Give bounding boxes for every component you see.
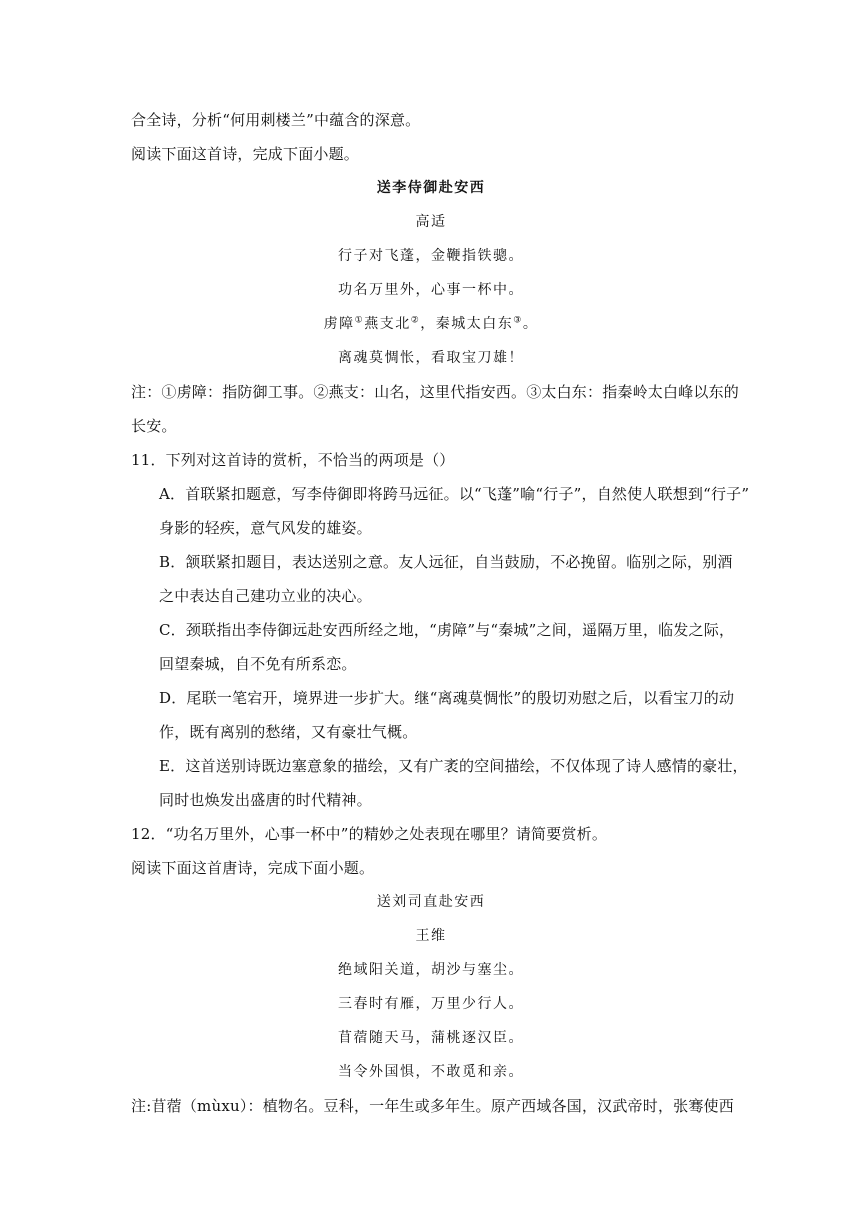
poem1-author: 高适 bbox=[415, 214, 447, 230]
poem1-line-3-part-c: ，秦城太白东 bbox=[420, 316, 514, 332]
poem2-title: 送刘司直赴安西 bbox=[376, 894, 486, 910]
intro-line-1: 合全诗，分析“何用刺楼兰”中蕴含的深意。 bbox=[131, 111, 421, 129]
option-e-line-1: E．这首送别诗既边塞意象的描绘，又有广袤的空间描绘，不仅体现了诗人感情的豪壮， bbox=[159, 757, 748, 775]
poem1-line-4: 离魂莫惆怅，看取宝刀雄！ bbox=[338, 350, 524, 366]
poem1-line-3-part-b: 燕支北 bbox=[364, 316, 411, 332]
poem1-title: 送李侍御赴安西 bbox=[376, 180, 486, 196]
option-b-line-2: 之中表达自己建功立业的决心。 bbox=[159, 587, 372, 605]
option-c-line-2: 回望秦城，自不免有所系恋。 bbox=[159, 655, 357, 673]
footnote-mark-3: ③ bbox=[513, 315, 523, 326]
note1-line-2: 长安。 bbox=[131, 417, 177, 435]
option-e-line-2: 同时也焕发出盛唐的时代精神。 bbox=[159, 791, 372, 809]
poem2-line-3: 苜蓿随天马，蒲桃逐汉臣。 bbox=[338, 1030, 524, 1046]
poem1-line-3 bbox=[131, 307, 731, 341]
option-d-line-2: 作，既有离别的愁绪，又有豪壮气概。 bbox=[159, 723, 418, 741]
poem1-line-3-part-a: 虏障 bbox=[323, 316, 355, 332]
option-c-line-1: C．颈联指出李侍御远赴安西所经之地，“虏障”与“秦城”之间，遥隔万里，临发之际， bbox=[159, 621, 735, 639]
option-a-line-1: A．首联紧扣题意，写李侍御即将跨马远征。以“飞蓬”喻“行子”，自然使人联想到“行子” bbox=[159, 485, 750, 503]
note2-line-1: 注:苜蓿（mùxu）：植物名。豆科，一年生或多年生。原产西域各国，汉武帝时，张骞使西 bbox=[131, 1097, 734, 1115]
poem2-line-2: 三春时有雁，万里少行人。 bbox=[338, 996, 524, 1012]
footnote-mark-1: ① bbox=[354, 315, 365, 326]
footnote-mark-2: ② bbox=[410, 315, 421, 326]
poem2-line-4: 当令外国惧，不敢觅和亲。 bbox=[338, 1064, 524, 1080]
option-b-line-1: B．颔联紧扣题目，表达送别之意。友人远征，自当鼓励，不必挽留。临别之际，别酒 bbox=[159, 553, 733, 571]
poem1-line-1: 行子对飞蓬，金鞭指铁骢。 bbox=[338, 248, 524, 264]
intro-line-2: 阅读下面这首诗，完成下面小题。 bbox=[131, 145, 360, 163]
question-11-stem: 11．下列对这首诗的赏析，不恰当的两项是（） bbox=[131, 451, 455, 469]
option-d-line-1: D．尾联一笔宕开，境界进一步扩大。继“离魂莫惆怅”的殷切劝慰之后，以看宝刀的动 bbox=[159, 689, 735, 707]
option-a-line-2: 身影的轻疾，意气风发的雄姿。 bbox=[159, 519, 372, 537]
poem1-line-3-part-d: 。 bbox=[522, 316, 539, 332]
note1-line-1: 注：①虏障：指防御工事。②燕支：山名，这里代指安西。③太白东：指秦岭太白峰以东的 bbox=[131, 383, 740, 401]
poem2-author: 王维 bbox=[415, 928, 447, 944]
question-12-stem: 12．“功名万里外，心事一杯中”的精妙之处表现在哪里？请简要赏析。 bbox=[131, 825, 608, 843]
poem2-line-1: 绝域阳关道，胡沙与塞尘。 bbox=[338, 962, 524, 978]
intro-2: 阅读下面这首唐诗，完成下面小题。 bbox=[131, 859, 375, 877]
poem1-line-2: 功名万里外，心事一杯中。 bbox=[338, 282, 524, 298]
